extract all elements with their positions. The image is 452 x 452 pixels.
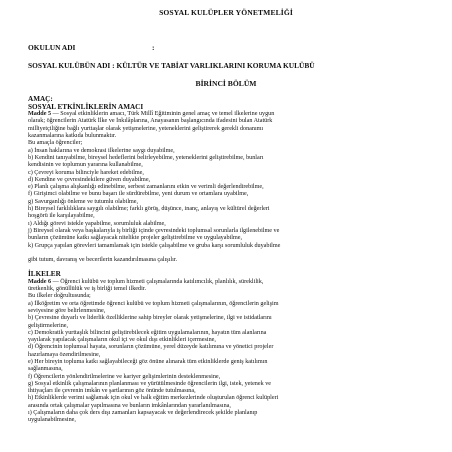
article-6-item: yayılarak yapılacak çalışmaların okul içi ve okul dışı etkinlikleri içermesine,: [28, 337, 216, 344]
school-name-field: [28, 43, 155, 52]
article-6-item: ı) Çalışmaların daha çok ders dışı zamanları kapsayacak ve değerlendirecek şekilde planlanıp: [28, 410, 258, 417]
article-5-item: h) Bireysel farklılıklara saygılı olabilme; farklı görüş, düşünce, inanç, anlayış ve kültürel değerleri: [28, 206, 270, 213]
article-6-item: e) Her bireyin topluma katkı sağlayabileceği göz önüne alınarak tüm etkinliklerde geniş katılımın: [28, 358, 268, 365]
article-5-line: Bu amaçla öğrenciler;: [28, 140, 83, 147]
article-6-line: Bu ilkeler doğrultusunda;: [28, 293, 91, 300]
article-6-label: Madde 6: [28, 278, 52, 285]
article-6-item: g) Sosyal etkinlik çalışmalarının planlanması ve yürütülmesinde öğrencilerin ilgi, istek, yetenek ve: [28, 380, 272, 387]
article-6-item: seviyesine göre belirlenmesine,: [28, 307, 106, 314]
article-6-item: f) Öğrencilerin yönlendirilmelerine ve kariyer gelişimlerinin desteklenmesine,: [28, 373, 221, 380]
article-5-item: bunların çözümüne katkı sağlayacak nitelikte projeler geliştirebilme ve uygulayabilme,: [28, 235, 242, 242]
article-6-item: sağlanmasına,: [28, 366, 63, 373]
article-6-item: hazırlamaya özendirilmesine,: [28, 351, 101, 358]
article-5-item: e) Planlı çalışma alışkanlığı edinebilme, serbest zamanlarını etkin ve verimli değerlendirebilme,: [28, 184, 264, 191]
article-5-item: kendisinin ve toplumun yararına kullanabilme,: [28, 162, 143, 169]
article-6-item: b) Çevresine duyarlı ve liderlik özelliklerine sahip bireyler olarak yetişmelerine, ilgi ve istidatlarını: [28, 315, 272, 322]
article-6-item: uygulanabilmesine,: [28, 417, 76, 424]
article-6-line: Madde 6 — Öğrenci kulübü ve toplum hizmeti çalışmalarında katılımcılık, planlılık, süreklilik,: [28, 278, 264, 285]
article-6-item: ihtiyaçları ile çevrenin imkân ve şartlarının göz önünde tutulmasına,: [28, 388, 196, 395]
principles-heading: İLKELER: [28, 270, 61, 279]
article-5-item: hoşgörü ile karşılayabilme,: [28, 213, 95, 220]
article-5-item: f) Girişimci olabilme ve bunu başarı ile sürdürebilme, yeni durum ve ortamlara uyabilme,: [28, 191, 249, 198]
article-5-item: k) Grupça yapılan görevleri tamamlamak için istekle çalışabilme ve gruba karşı sorumluluk duyabilme: [28, 242, 281, 249]
article-6-item: d) Öğrencinin toplumsal hayata, sorunların çözümüne, yerel düzeyde katılımına ve yönetici projeler: [28, 344, 274, 351]
article-5-line: kazanmalarına katkıda bulunmaktır.: [28, 133, 117, 140]
club-name-value: : KÜLTÜR VE TABİAT VARLIKLARINI KORUMA KULÜBÜ: [112, 61, 315, 70]
article-5-line: olarak; öğrencilerin Atatürk İlke ve İnkılâplarına, Anayasanın başlangıcında ifadesini bulan Atatürk: [28, 118, 273, 125]
article-5-label: Madde 5: [28, 111, 52, 118]
article-6-item: h) Etkinliklerde verimi sağlamak için okul ve halk eğitim merkezlerinde oluşturulan öğrenci kulüpleri: [28, 395, 279, 402]
article-6-item: geliştirmelerine,: [28, 322, 69, 329]
article-5-item: j) Bireysel olarak veya başkalarıyla iş birliği içinde çevresindeki toplumsal sorunlarla ilgilenebilme ve: [28, 227, 280, 234]
article-5-item: g) Savurganlığı önleme ve tutumlu olabilme,: [28, 198, 139, 205]
article-5-item: c) Çevreyi koruma bilinciyle hareket edebilme,: [28, 169, 144, 176]
article-5-line: Madde 5 — Sosyal etkinliklerin amacı, Türk Millî Eğitiminin genel amaç ve temel ilkelerine uygun: [28, 111, 275, 118]
article-6-item: arasında ortak çalışmalar yapılmasına ve bunların imkânlarından yararlanılmasına,: [28, 402, 231, 409]
club-name-field: [28, 61, 315, 70]
article-5-item: b) Kendini tanıyabilme, bireysel hedeflerini belirleyebilme, yeteneklerini geliştirebilme, bunları: [28, 154, 264, 161]
document-body: [28, 96, 428, 425]
article-5-item: ı) Aldığı görevi istekle yapabilme, sorumluluk alabilme,: [28, 220, 166, 227]
school-name-colon: :: [152, 43, 155, 52]
purpose-heading: AMAÇ:: [28, 95, 53, 103]
article-5-item: d) Kendine ve çevresindekilere güven duyabilme,: [28, 176, 151, 183]
article-6-line: üretkenlik, gönüllülük ve iş birliği temel ilkedir.: [28, 286, 147, 293]
article-5-closing: gibi tutum, davranış ve becerilerin kazandırılmasına çalışılır.: [28, 256, 178, 263]
article-5-item: a) İnsan haklarına ve demokrasi ilkelerine saygı duyabilme,: [28, 147, 175, 154]
chapter-heading: BİRİNCİ BÖLÜM: [195, 79, 257, 88]
article-6-item: a) İlköğretim ve orta öğretimde öğrenci kulübü ve toplum hizmeti çalışmalarının, öğrencilerin gelişim: [28, 300, 279, 307]
school-name-label: OKULUN ADI: [28, 43, 76, 52]
purpose-subheading: SOSYAL ETKİNLİKLERİN AMACI: [28, 102, 144, 111]
article-6-item: c) Demokratik yurttaşlık bilincini geliştirebilecek eğitim uygulamalarının, hayatın tüm alanlarına: [28, 329, 267, 336]
document-title: SOSYAL KULÜPLER YÖNETMELİĞİ: [159, 8, 293, 17]
article-5-line: milliyetçiliğine bağlı yurttaşlar olarak yetişmelerine, yeteneklerini geliştirerek gerekli donanımı: [28, 125, 264, 132]
club-name-label: SOSYAL KULÜBÜN ADI: [28, 61, 111, 70]
